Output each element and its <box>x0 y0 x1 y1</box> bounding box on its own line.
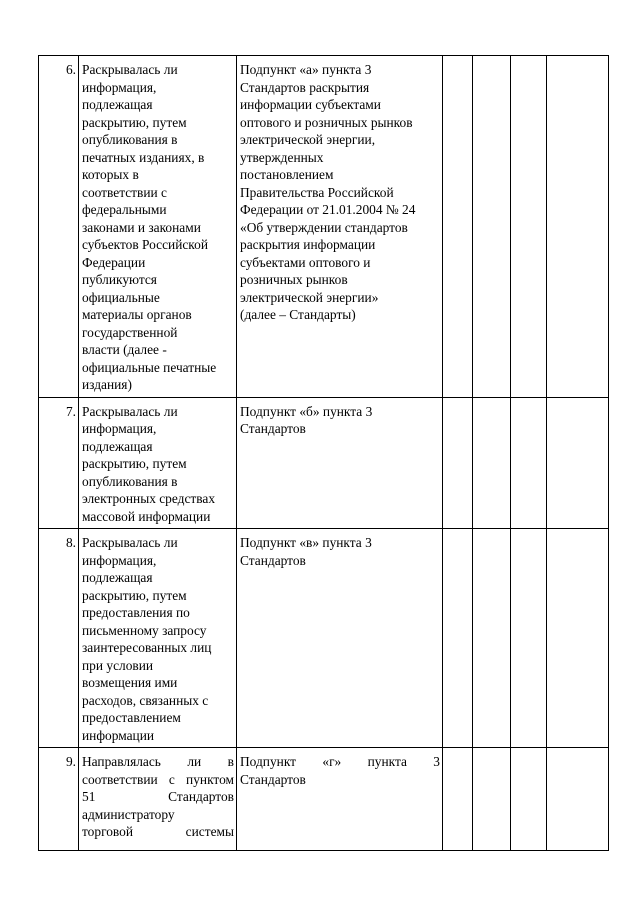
reference-text-continued: Стандартов <box>240 771 306 787</box>
notes-cell[interactable] <box>547 529 609 748</box>
notes-cell[interactable] <box>547 397 609 529</box>
question-text: Направлялась ли в соответствии с пунктом 51 Стандартов <box>82 754 234 804</box>
answer-no-cell[interactable] <box>473 529 511 748</box>
answer-na-cell[interactable] <box>511 748 547 851</box>
answer-na-cell[interactable] <box>511 56 547 398</box>
answer-no-cell[interactable] <box>473 56 511 398</box>
reference-cell: Подпункт «б» пункта 3 Стандартов <box>237 397 443 529</box>
reference-cell: Подпункт «в» пункта 3 Стандартов <box>237 529 443 748</box>
question-cell <box>79 748 237 851</box>
notes-cell[interactable] <box>547 748 609 851</box>
answer-yes-cell[interactable] <box>443 397 473 529</box>
answer-na-cell[interactable] <box>511 397 547 529</box>
table-row <box>39 56 609 398</box>
reference-cell <box>237 748 443 851</box>
question-text-continued: администратору <box>82 806 175 822</box>
answer-yes-cell[interactable] <box>443 529 473 748</box>
table-row <box>39 529 609 748</box>
answer-no-cell[interactable] <box>473 397 511 529</box>
row-number: 7. <box>39 397 79 529</box>
answer-na-cell[interactable] <box>511 529 547 748</box>
reference-cell: Подпункт «а» пункта 3 Стандартов раскрытия информации субъектами оптового и розничных рынков электрической энергии, утвержденных постановлением Правительства Российской Федерации от 21.01.2004 № 24 «Об утверждении стандартов раскрытия информации субъектами оптового и розничных рынков электрической энергии» (далее – Стандарты) <box>237 56 443 398</box>
row-number: 8. <box>39 529 79 748</box>
question-text-last-line: торговой системы <box>82 824 234 839</box>
table-row <box>39 397 609 529</box>
notes-cell[interactable] <box>547 56 609 398</box>
table-row <box>39 748 609 851</box>
question-cell: Раскрывалась ли информация, подлежащая раскрытию, путем опубликования в печатных изданиях, в которых в соответствии с федеральными законами и законами субъектов Российской Федерации публикуются официальные материалы органов государственной власти (далее - официальные печатные издания) <box>79 56 237 398</box>
answer-no-cell[interactable] <box>473 748 511 851</box>
checklist-table <box>38 55 609 851</box>
row-number: 6. <box>39 56 79 398</box>
row-number: 9. <box>39 748 79 851</box>
question-cell: Раскрывалась ли информация, подлежащая раскрытию, путем опубликования в электронных средствах массовой информации <box>79 397 237 529</box>
answer-yes-cell[interactable] <box>443 748 473 851</box>
reference-text: Подпункт «г» пункта 3 <box>240 754 440 769</box>
question-cell: Раскрывалась ли информация, подлежащая раскрытию, путем предоставления по письменному запросу заинтересованных лиц при условии возмещения ими расходов, связанных с предоставлением информации <box>79 529 237 748</box>
answer-yes-cell[interactable] <box>443 56 473 398</box>
